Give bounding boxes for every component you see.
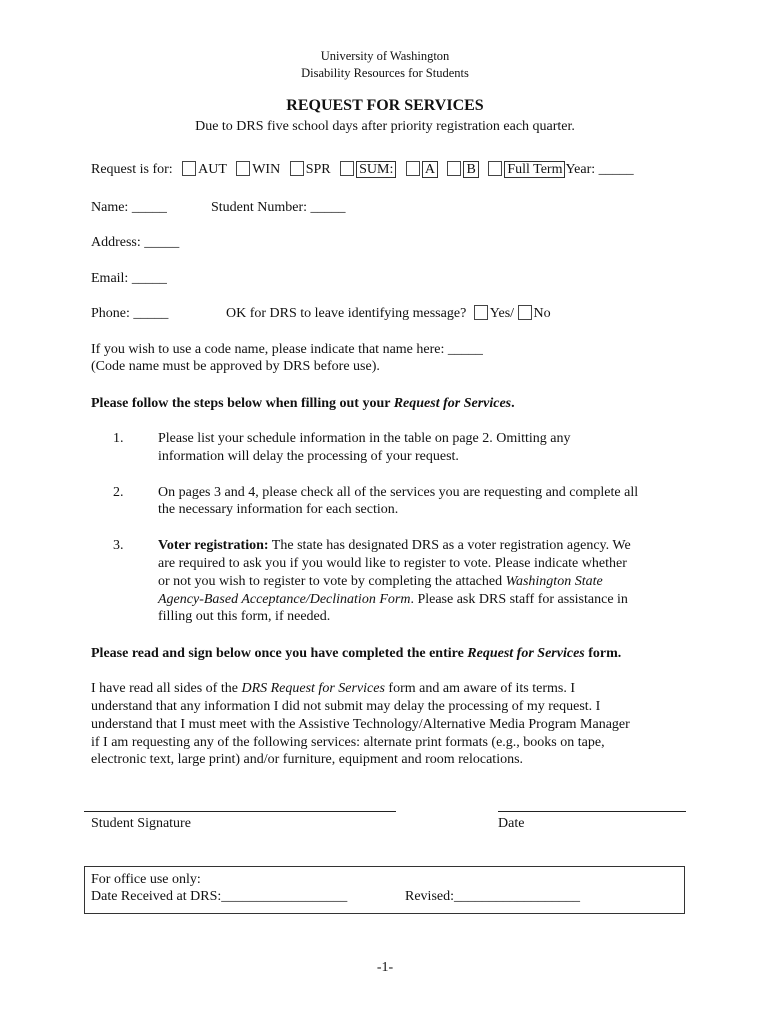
year-field[interactable]: Year: _____ (565, 162, 634, 177)
request-row (91, 161, 634, 178)
code-name-field[interactable]: If you wish to use a code name, please indicate that name here: _____ (91, 342, 483, 357)
step-1-line-2: information will delay the processing of your request. (158, 449, 459, 464)
agreement-line-1-text: I have read all sides of the (91, 681, 242, 696)
step-1-number: 1. (113, 431, 124, 446)
yes-checkbox[interactable] (474, 305, 488, 320)
sum-label: SUM: (356, 161, 396, 178)
name-field[interactable]: Name: _____ (91, 200, 167, 215)
message-permission-row (226, 305, 551, 322)
spr-checkbox[interactable] (290, 161, 304, 176)
step-3-number: 3. (113, 538, 124, 553)
sum-checkbox[interactable] (340, 161, 354, 176)
step-3-line-1-text: The state has designated DRS as a voter registration agency. We (268, 538, 631, 553)
phone-field[interactable]: Phone: _____ (91, 306, 169, 321)
step-2-line-2: the necessary information for each section. (158, 502, 399, 517)
step-1-line-1: Please list your schedule information in the table on page 2. Omitting any (158, 431, 571, 446)
step-3-line-3-text: or not you wish to register to vote by completing the attached (158, 574, 506, 589)
date-label: Date (498, 816, 525, 831)
request-label: Request is for: (91, 162, 173, 177)
step-3-line-5: filling out this form, if needed. (158, 609, 331, 624)
sign-heading-italic: Request for Services (467, 646, 585, 661)
department-name: Disability Resources for Students (301, 66, 469, 80)
agreement-line-2: understand that any information I did not submit may delay the processing of my request. I (91, 699, 601, 714)
step-3-line-4 (158, 591, 628, 608)
sign-heading-suffix: form. (584, 646, 622, 661)
agreement-line-1-suffix: form and am aware of its terms. I (384, 681, 576, 696)
message-permission-label: OK for DRS to leave identifying message? (226, 306, 467, 321)
yes-label: Yes/ (489, 306, 515, 321)
agreement-line-3: understand that I must meet with the Assistive Technology/Alternative Media Program Manager (91, 717, 630, 732)
step-3-line-2: are required to ask you if you would like to register to vote. Please indicate whether (158, 556, 627, 571)
step-2-line-1: On pages 3 and 4, please check all of the services you are requesting and complete all (158, 485, 639, 500)
step-3-line-4-italic: Agency-Based Acceptance/Declination Form (158, 592, 411, 607)
agreement-line-1 (91, 680, 575, 697)
code-name-note: (Code name must be approved by DRS before use). (91, 359, 380, 374)
student-signature-line[interactable] (84, 811, 396, 812)
date-received-field[interactable]: Date Received at DRS:__________________ (91, 889, 348, 904)
email-field[interactable]: Email: _____ (91, 271, 167, 286)
step-3-line-1 (158, 537, 631, 554)
full-term-checkbox[interactable] (488, 161, 502, 176)
win-checkbox[interactable] (236, 161, 250, 176)
student-signature-label: Student Signature (91, 816, 191, 831)
revised-field[interactable]: Revised:__________________ (405, 889, 580, 904)
steps-heading-italic: Request for Services (393, 396, 512, 411)
win-label: WIN (252, 162, 281, 177)
office-use-box (84, 866, 685, 914)
address-field[interactable]: Address: _____ (91, 235, 180, 250)
sum-b-label: B (463, 161, 478, 178)
full-term-label: Full Term (504, 161, 565, 178)
sum-b-checkbox[interactable] (447, 161, 461, 176)
spr-label: SPR (305, 162, 331, 177)
steps-heading (91, 395, 515, 412)
no-checkbox[interactable] (518, 305, 532, 320)
steps-heading-text: Please follow the steps below when filling out your (91, 396, 394, 411)
sum-a-checkbox[interactable] (406, 161, 420, 176)
student-number-field[interactable]: Student Number: _____ (211, 200, 346, 215)
aut-label: AUT (198, 162, 227, 177)
page-title: REQUEST FOR SERVICES (286, 97, 484, 114)
voter-registration-label: Voter registration: (158, 538, 269, 553)
university-name: University of Washington (320, 49, 450, 63)
agreement-line-1-italic: DRS Request for Services (241, 681, 385, 696)
office-use-heading: For office use only: (91, 872, 201, 887)
step-3-line-4-text: . Please ask DRS staff for assistance in (410, 592, 628, 607)
agreement-line-4: if I am requesting any of the following services: alternate print formats (e.g., books on tape, (91, 735, 605, 750)
page-number: -1- (376, 960, 394, 975)
sum-a-label: A (422, 161, 438, 178)
date-signature-line[interactable] (498, 811, 686, 812)
step-3-line-3-italic: Washington State (505, 574, 603, 589)
sign-heading-text: Please read and sign below once you have completed the entire (91, 646, 468, 661)
step-3-line-3 (158, 573, 603, 590)
step-2-number: 2. (113, 485, 124, 500)
agreement-line-5: electronic text, large print) and/or furniture, equipment and room relocations. (91, 752, 524, 767)
aut-checkbox[interactable] (182, 161, 196, 176)
no-label: No (533, 306, 551, 321)
page-subtitle: Due to DRS five school days after priority registration each quarter. (195, 119, 575, 134)
steps-heading-suffix: . (511, 396, 515, 411)
sign-heading (91, 645, 621, 662)
